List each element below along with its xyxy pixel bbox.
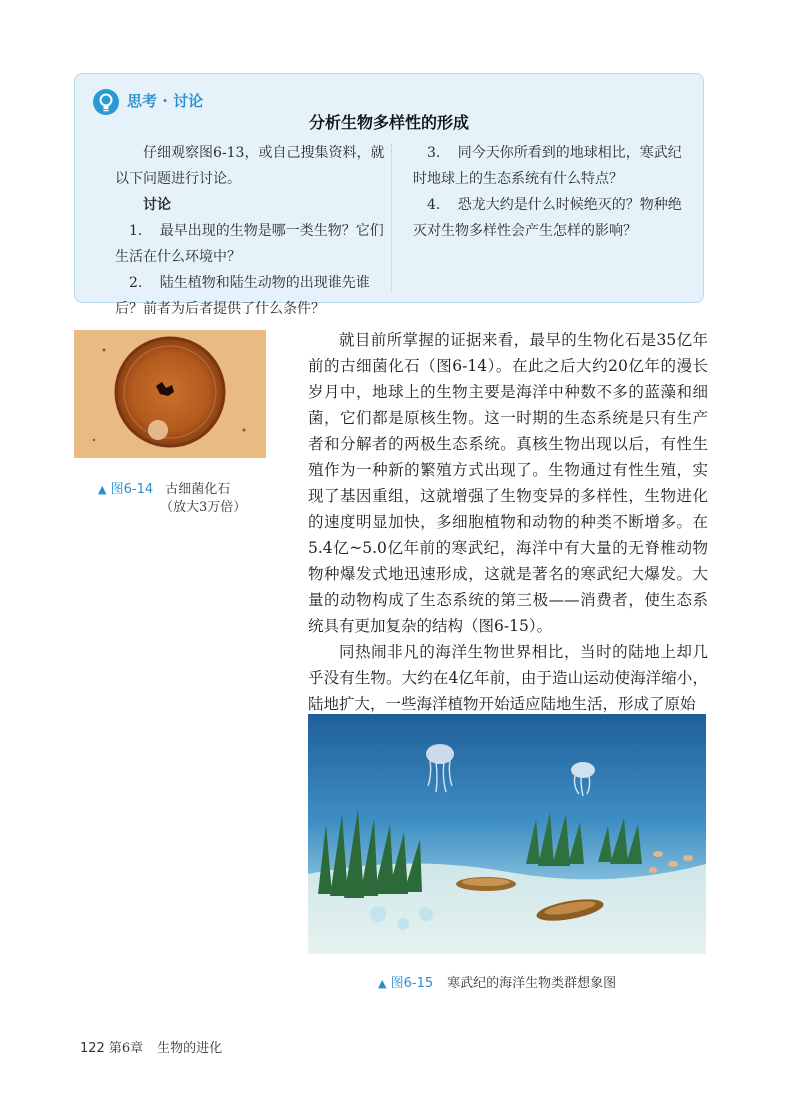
question-2-number: 2. bbox=[129, 275, 143, 291]
figure-15-caption bbox=[378, 972, 616, 991]
question-2-text: 陆生植物和陆生动物的出现谁先谁后？前者为后者提供了什么条件？ bbox=[115, 275, 370, 317]
figure-14-caption-line2: （放大3万倍） bbox=[160, 500, 247, 515]
figure-14-caption-line1: 古细菌化石 bbox=[165, 482, 231, 497]
page-number: 122 bbox=[80, 1041, 105, 1056]
discussion-tag: 思考 · 讨论 bbox=[127, 92, 204, 110]
question-4-text: 恐龙大约是什么时候绝灭的？物种绝灭对生物多样性会产生怎样的影响？ bbox=[413, 197, 682, 239]
body-paragraph-1: 就目前所掌握的证据来看，最早的生物化石是35亿年前的古细菌化石（图6-14）。在此之后大约20亿年的漫长岁月中，地球上的生物主要是海洋中种数不多的蓝藻和细菌，它们都是原核生物。这一时期的生态系统是只有生产者和分解者的两极生态系统。真核生物出现以后，有性生殖作为一种新的繁殖方式出现了。生物通过有性生殖，实现了基因重组，这就增强了生物变异的多样性，生物进化的速度明显加快，多细胞植物和动物的种类不断增多。在5.4亿~5.0亿年前的寒武纪，海洋中有大量的无脊椎动物物种爆发式地迅速形成，这就是著名的寒武纪大爆发。大量的动物构成了生态系统的第三极——消费者，使生态系统具有更加复杂的结构（图6-15）。 bbox=[308, 331, 708, 635]
figure-15-caption-text: 寒武纪的海洋生物类群想象图 bbox=[447, 976, 617, 991]
discussion-box bbox=[74, 73, 704, 317]
body-text bbox=[308, 327, 708, 717]
archaebacteria-fossil-image bbox=[74, 330, 266, 458]
question-3-text: 同今天你所看到的地球相比，寒武纪时地球上的生态系统有什么特点？ bbox=[413, 145, 682, 187]
column-divider bbox=[391, 144, 392, 292]
chapter-title: 生物的进化 bbox=[157, 1041, 223, 1056]
figure-14-caption bbox=[98, 481, 246, 517]
discussion-title: 分析生物多样性的形成 bbox=[308, 113, 469, 132]
question-2 bbox=[115, 270, 395, 322]
discussion-intro: 仔细观察图6-13，或自己搜集资料，就以下问题进行讨论。 bbox=[115, 145, 385, 187]
figure-14-label: 图6-14 bbox=[110, 482, 154, 497]
question-1 bbox=[115, 218, 395, 270]
question-4-number: 4. bbox=[427, 197, 441, 213]
cambrian-marine-life-illustration bbox=[308, 714, 706, 954]
question-1-text: 最早出现的生物是哪一类生物？它们生活在什么环境中？ bbox=[115, 223, 384, 265]
question-4 bbox=[413, 192, 689, 244]
discussion-right-column bbox=[413, 140, 689, 244]
discussion-left-column bbox=[115, 140, 395, 322]
question-3 bbox=[413, 140, 689, 192]
chapter-number: 第6章 bbox=[108, 1041, 144, 1056]
question-3-number: 3. bbox=[427, 145, 441, 161]
question-1-number: 1. bbox=[129, 223, 143, 239]
trilobite-icon bbox=[456, 877, 516, 891]
figure-15-label: 图6-15 bbox=[390, 976, 434, 991]
page-footer bbox=[80, 1037, 222, 1056]
discussion-heading: 讨论 bbox=[143, 197, 171, 213]
body-paragraph-2: 同热闹非凡的海洋生物世界相比，当时的陆地上却几乎没有生物。大约在4亿年前，由于造山运动使海洋缩小，陆地扩大，一些海洋植物开始适应陆地生活，形成了原始 bbox=[308, 643, 708, 713]
triangle-marker-icon: ▲ bbox=[378, 977, 387, 990]
triangle-marker-icon: ▲ bbox=[98, 483, 107, 496]
